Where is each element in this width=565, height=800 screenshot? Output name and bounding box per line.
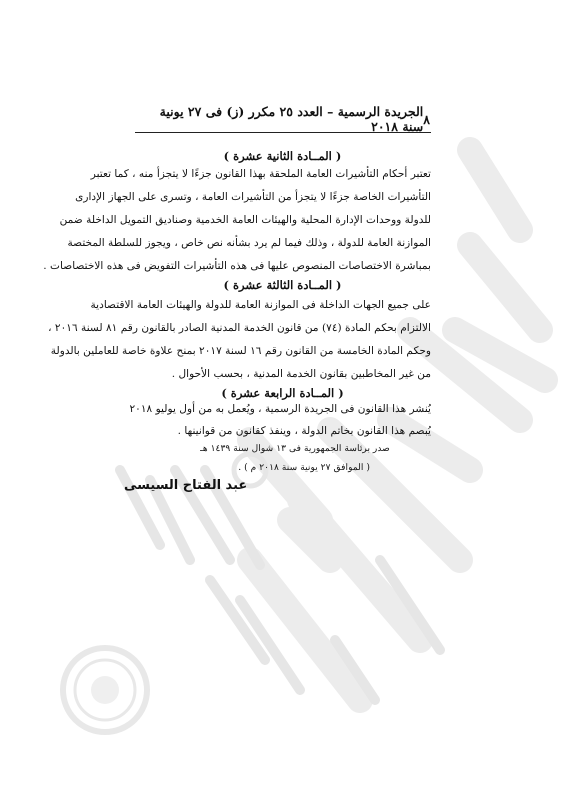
issued-date-hijri: صدر برئاسة الجمهورية فى ١٣ شوال سنة ١٤٣٩ هـ [200, 443, 390, 454]
article-12-line-4: الموازنة العامة للدولة ، وذلك فيما لم يرد بشأنه نص خاص ، ويجوز للسلطة المختصة [67, 237, 431, 249]
article-12-heading: ( المــادة الثانية عشرة ) [223, 149, 342, 163]
article-12-line-5: بمباشرة الاختصاصات المنصوص عليها فى هذه التأشيرات التفويض فى هذه الاختصاصات . [43, 260, 431, 272]
article-13-heading: ( المــادة الثالثة عشرة ) [223, 278, 342, 292]
article-12-line-3: للدولة ووحدات الإدارة المحلية والهيئات العامة الخدمية وصناديق التمويل الداخلة ضمن [59, 214, 431, 226]
president-signature: عبد الفتاح السيسى [124, 478, 248, 493]
article-13-line-3: وحكم المادة الخامسة من القانون رقم ١٦ لسنة ٢٠١٧ بمنح علاوة خاصة للعاملين بالدولة [50, 345, 431, 357]
article-14-heading: ( المــادة الرابعة عشرة ) [221, 386, 344, 400]
article-12-line-1: تعتبر أحكام التأشيرات العامة الملحقة بهذا القانون جزءًا لا يتجزأ منه ، كما تعتبر [90, 168, 431, 180]
article-13-line-2: الالتزام بحكم المادة (٧٤) من قانون الخدمة المدنية الصادر بالقانون رقم ٨١ لسنة ٢٠١٦ ، [48, 322, 431, 334]
article-13-line-1: على جميع الجهات الداخلة فى الموازنة العامة للدولة والهيئات العامة الاقتصادية [90, 299, 431, 311]
article-14-line-2: يُبصم هذا القانون بخاتم الدولة ، وينفذ كقانون من قوانينها . [177, 425, 431, 437]
gazette-title: الجريدة الرسمية – العدد ٢٥ مكرر (ز) فى ٢٧ يونية سنة ٢٠١٨ [159, 104, 424, 134]
article-12-line-2: التأشيرات الخاصة جزءًا لا يتجزأ من التأشيرات العامة ، وتسرى على الجهاز الإدارى [75, 191, 431, 203]
article-14-line-1: يُنشر هذا القانون فى الجريدة الرسمية ، ويُعمل به من أول يوليو ٢٠١٨ [129, 403, 431, 415]
article-13-line-4: من غير المخاطبين بقانون الخدمة المدنية ، بحسب الأحوال . [171, 368, 431, 380]
page-number: ٨ [423, 111, 430, 127]
issued-date-gregorian: ( الموافق ٢٧ يونية سنة ٢٠١٨ م ) . [238, 462, 370, 473]
